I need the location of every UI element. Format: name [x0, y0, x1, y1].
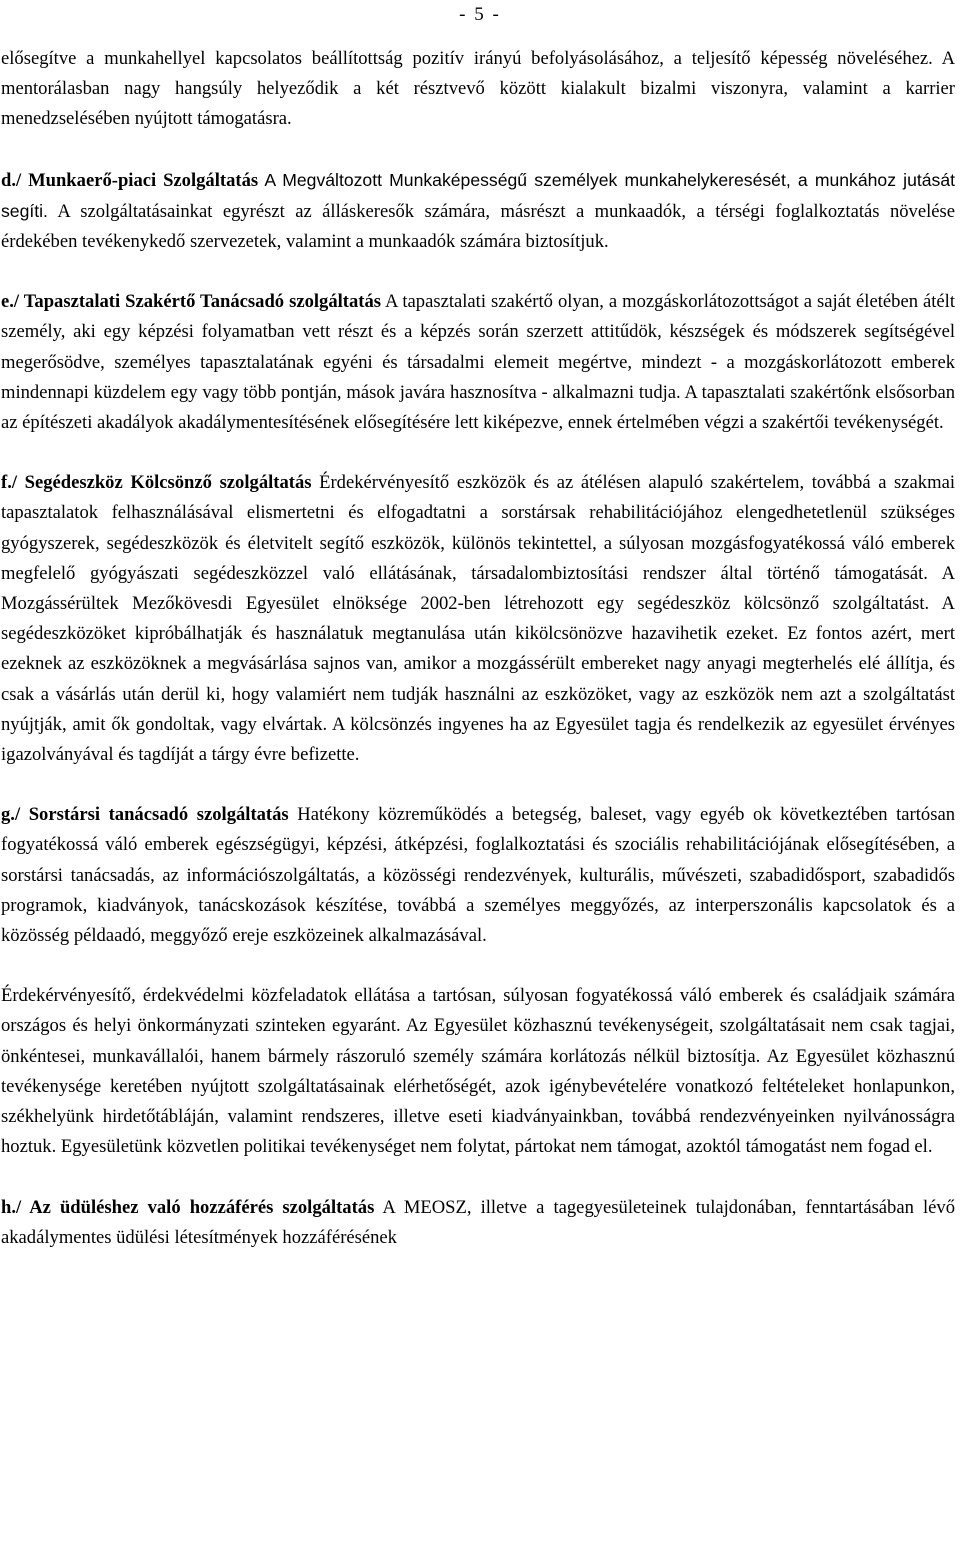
paragraph-advocacy	[1, 981, 955, 1162]
paragraph-d-lead-text: A Megváltozott Munkaképességű személyek munkahelykeresését, a munkához jutását segíti.	[1, 169, 955, 221]
section-heading-g: g./ Sorstársi tanácsadó szolgáltatás	[1, 804, 289, 826]
paragraph-intro-text: elősegítve a munkahellyel kapcsolatos beállítottság pozitív irányú befolyásolásához, a teljesítő képesség növeléséhez. A mentorálasban nagy hangsúly helyeződik a két résztvevő között kialakult bizalmi viszonyra, valamint a karrier menedzselésében nyújtott támogatásra.	[1, 48, 955, 130]
paragraph-f-text: Érdekérvényesítő eszközök és az átélésen alapuló szakértelem, továbbá a szakmai tapasztalatok felhasználásával elismertetni és elfogadtatni a sorstársak rehabilitációjához elengedhetetlenül szükséges gyógyszerek, segédeszközök és életvitelt segítő eszközök, különös tekintettel, a súlyosan mozgásfogyatékossá váló emberek megfelelő gyógyászati segédeszközzel való ellátásának, társadalombiztosítási rendszer által történő támogatását. A Mozgássérültek Mezőkövesdi Egyesület elnöksége 2002-ben létrehozott egy segédeszköz kölcsönző szolgáltatást. A segédeszközöket kipróbálhatják és használatuk megtanulása után kikölcsönözve hazavihetik ezeket. Ez fontos azért, mert ezeknek az eszközöknek a megvásárlása sajnos van, amikor a mozgássérült embereket nagy anyagi megterhelés elé állítja, és csak a vásárlás után derül ki, hogy valamiért nem tudják használni az eszközöket, vagy az eszközök nem azt a szolgáltatást nyújtják, amit ők gondoltak, vagy elvártak. A kölcsönzés ingyenes ha az Egyesület tagja és rendelkezik az egyesület érvényes igazolványával és tagdíját a tárgy évre befizette.	[1, 472, 955, 766]
paragraph-g-peer-counselling-service	[1, 800, 955, 951]
section-heading-e: e./ Tapasztalati Szakértő Tanácsadó szolgáltatás	[1, 291, 382, 313]
section-heading-f: f./ Segédeszköz Kölcsönző szolgáltatás	[1, 472, 312, 494]
paragraph-advocacy-text: Érdekérvényesítő, érdekvédelmi közfeladatok ellátása a tartósan, súlyosan fogyatékossá váló emberek és családjaik számára országos és helyi önkormányzati szinteken egyaránt. Az Egyesület közhasznú tevékenységeit, szolgáltatásait nem csak tagjai, önkéntesei, munkavállalói, hanem bármely rászoruló személy számára korlátozás nélkül biztosítja. Az Egyesület közhasznú tevékenysége keretében nyújtott szolgáltatásainak elérhetőségét, azok igénybevételére vonatkozó feltételeket honlapunkon, székhelyünk hirdetőtábláján, valamint rendszeres, illetve eseti kiadványainkban, továbbá rendezvényeinken nyilvánosságra hoztuk. Egyesületünk közvetlen politikai tevékenységet nem folytat, pártokat nem támogat, azoktól támogatást nem fogad el.	[1, 985, 955, 1158]
paragraph-g-text: Hatékony közreműködés a betegség, baleset, vagy egyéb ok következtében tartósan fogyatékossá váló emberek egészségügyi, képzési, átképzési, foglalkoztatási és szociális rehabilitációjának elősegítésében, a sorstársi tanácsadás, az információszolgáltatás, a közösségi rendezvények, kulturális, művészeti, szabadidősport, szabadidős programok, kiadványok, tanácskozások készítése, továbbá a személyes meggyőzés, az interperszonális kapcsolatok és a közösség példaadó, meggyőző ereje eszközeinek alkalmazásával.	[1, 804, 955, 947]
page-body	[1, 44, 955, 1253]
paragraph-e-text: A tapasztalati szakértő olyan, a mozgáskorlátozottságot a saját életében átélt személy, aki egy képzési folyamatban vett részt és a képzés során szerzett attitűdök, készségek és módszerek segítségével megerősödve, személyes tapasztalatának egyéni és társadalmi elemeit megértve, mindezt - a mozgáskorlátozott emberek mindennapi küzdelem egy vagy több pontján, mások javára hasznosítva - alkalmazni tudja. A tapasztalati szakértőnk elsősorban az építészeti akadályok akadálymentesítésének elősegítésére lett kiképezve, ennek értelmében végzi a szakértői tevékenységét.	[1, 291, 955, 434]
page-number: - 5 -	[459, 4, 501, 25]
paragraph-e-experience-expert-service	[1, 287, 955, 438]
paragraph-d-text: A szolgáltatásainkat egyrészt az álláskeresők számára, másrészt a munkaadók, a térségi foglalkoztatás növelése érdekében tevékenykedő szervezetek, valamint a munkaadók számára biztosítjuk.	[1, 200, 955, 253]
paragraph-h-text: A MEOSZ, illetve a tagegyesületeinek tulajdonában, fenntartásában lévő akadálymentes üdülési létesítmények hozzáférésének	[1, 1196, 955, 1248]
paragraph-h-holiday-access-service	[1, 1193, 955, 1253]
paragraph-f-aid-rental-service	[1, 468, 955, 770]
paragraph-intro	[1, 44, 955, 135]
section-heading-d: d./ Munkaerő-piaci Szolgáltatás	[1, 169, 259, 191]
paragraph-d-labor-market-service	[1, 165, 955, 258]
section-heading-h: h./ Az üdüléshez való hozzáférés szolgáltatás	[1, 1196, 375, 1218]
